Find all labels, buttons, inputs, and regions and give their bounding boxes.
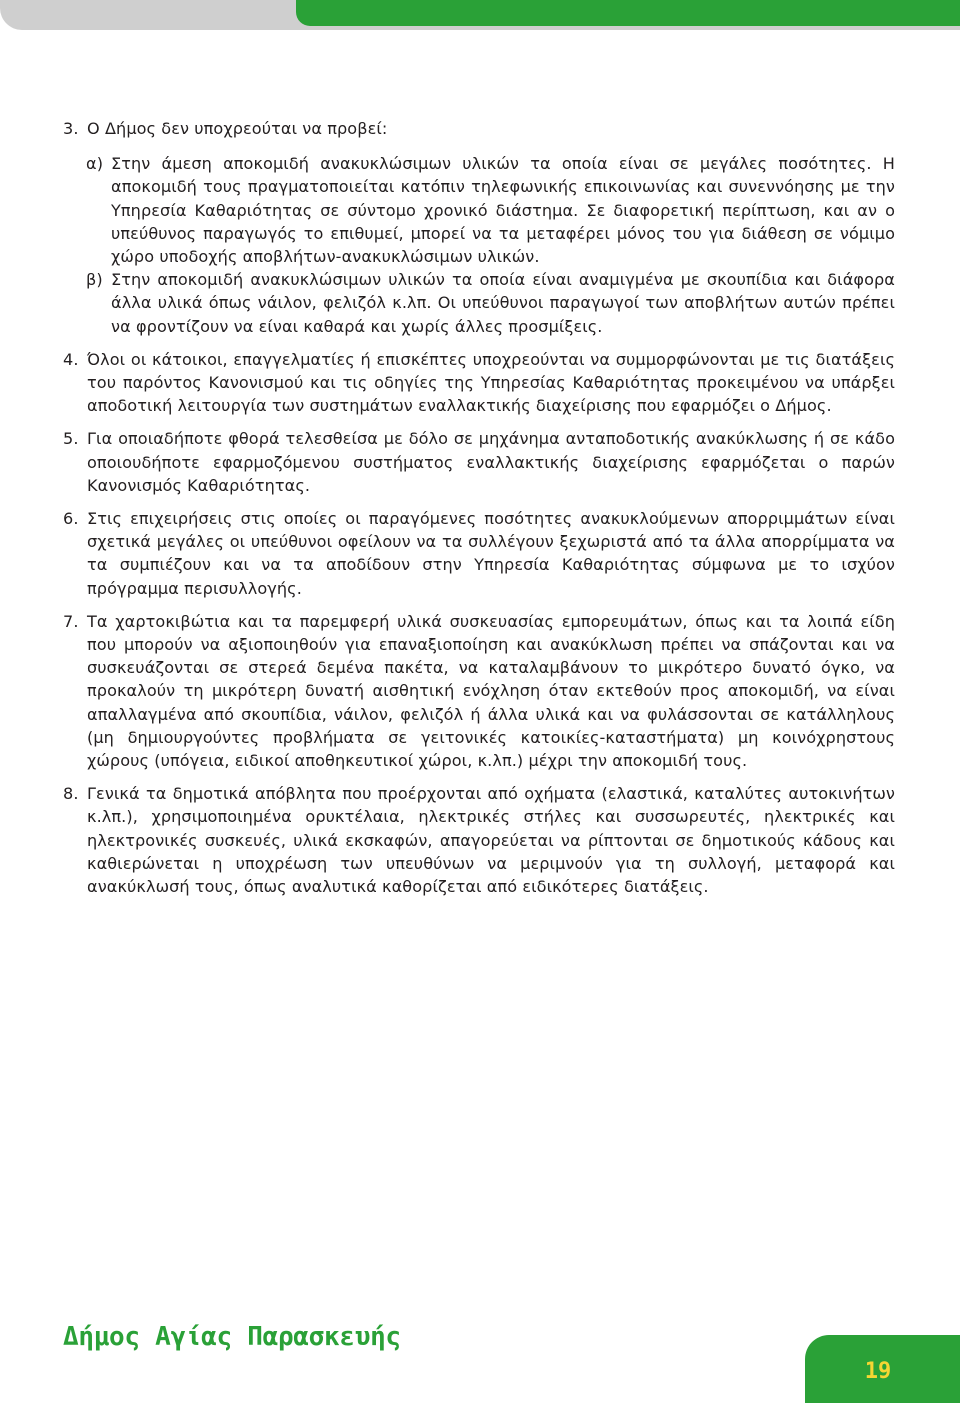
list-item-3: [63, 117, 895, 140]
page-number: 19: [864, 1359, 892, 1384]
item-number: 4.: [63, 349, 79, 369]
sub-item-text: Στην αποκομιδή ανακυκλώσιμων υλικών τα οποία είναι αναμιγμένα με σκουπίδια και διάφορα άλλα υλικά όπως νάιλον, φελιζόλ κ.λπ. Οι υπεύθυνοι παραγωγοί των αποβλήτων αυτών πρέπει να φροντίζουν να είναι καθαρά και χωρίς άλλες προσμίξεις.: [111, 270, 895, 336]
item-number: 8.: [63, 784, 79, 804]
sub-item-label: α): [86, 154, 104, 174]
item-text: Όλοι οι κάτοικοι, επαγγελματίες ή επισκέπτες υποχρεούνται να συμμορφώνονται με τις διατάξεις του παρόντος Κανονισμού και τις οδηγίες της Υπηρεσίας Καθαριότητας προκειμένου να υπάρξει αποδοτική λειτουργία των συστημάτων εναλλακτικής διαχείρισης που εφαρμόζει ο Δήμος.: [87, 349, 895, 416]
item-number: 5.: [63, 429, 79, 449]
list-item-8: [63, 782, 895, 898]
list-item-6: [63, 507, 895, 600]
list-item-7: [63, 610, 895, 772]
sub-item-label: β): [86, 270, 103, 290]
item-text: Για οποιαδήποτε φθορά τελεσθείσα με δόλο σε μηχάνημα ανταποδοτικής ανακύκλωσης ή σε κάδο οποιουδήποτε εφαρμοζόμενου συστήματος εναλλακτικής διαχείρισης εφαρμόζεται ο παρών Κανονισμός Καθαριότητας.: [87, 429, 895, 495]
sub-item-a: [63, 152, 895, 268]
item-number: 3.: [63, 119, 79, 138]
item-text: Γενικά τα δημοτικά απόβλητα που προέρχονται από οχήματα (ελαστικά, καταλύτες αυτοκινήτων κ.λπ.), χρησιμοποιημένα ορυκτέλαια, ηλεκτρικές στήλες και συσσωρευτές, ηλεκτρικές και ηλεκτρονικές συσκευές, υλικά εκσκαφών, απαγορεύεται να ρίπτονται σε δημοτικούς κάδους και καθιερώνεται η υποχρέωση των υπευθύνων να μεριμνούν για τη συλλογή, μεταφορά και ανακύκλωσή τους, όπως αναλυτικά καθορίζεται από ειδικότερες διατάξεις.: [87, 784, 895, 897]
document-body: [63, 117, 895, 898]
header-green-band: [296, 0, 960, 26]
item-text: Ο Δήμος δεν υποχρεούται να προβεί:: [87, 119, 388, 138]
header-decoration-bar: [0, 0, 960, 31]
sub-item-b: [63, 268, 895, 338]
list-item-5: [63, 427, 895, 497]
item-text: Στις επιχειρήσεις στις οποίες οι παραγόμενες ποσότητες ανακυκλούμενων απορριμμάτων είναι σχετικά μεγάλες οι υπεύθυνοι οφείλουν να τα συλλέγουν ξεχωριστά από τα άλλα απορρίμματα να τα συμπιέζουν και να τα αποδίδουν στην Υπηρεσία Καθαριότητας σύμφωνα με το ισχύον πρόγραμμα περισυλλογής.: [87, 509, 895, 598]
footer-municipality-title: Δήμος Αγίας Παρασκευής: [63, 1322, 401, 1352]
item-number: 6.: [63, 509, 79, 529]
sub-item-text: Στην άμεση αποκομιδή ανακυκλώσιμων υλικών τα οποία είναι σε μεγάλες ποσότητες. Η αποκομιδή τους πραγματοποιείται κατόπιν τηλεφωνικής επικοινωνίας και συνεννόησης με την Υπηρεσία Καθαριότητας σε σύντομο χρονικό διάστημα. Σε διαφορετική περίπτωση, και αν ο υπεύθυνος παραγωγός το επιθυμεί, μπορεί να τα μεταφέρει μόνος του για διάθεση σε νόμιμο χώρο υποδοχής αποβλήτων-ανακυκλώσιμων υλικών.: [111, 154, 895, 267]
item-number: 7.: [63, 611, 79, 631]
list-item-4: [63, 348, 895, 418]
item-text: Τα χαρτοκιβώτια και τα παρεμφερή υλικά συσκευασίας εμπορευμάτων, όπως και τα λοιπά είδη που μπορούν να αξιοποιηθούν για επαναξιοποίηση και ανακύκλωση πρέπει να σπάζονται και να συσκευάζονται σε στερεά δεμένα πακέτα, να καταλαμβάνουν το μικρότερο δυνατό όγκο, να προκαλούν τη μικρότερη δυνατή αισθητική ενόχληση όταν εκτεθούν προς αποκομιδή, να είναι απαλλαγμένα από σκουπίδια, νάιλον, φελιζόλ ή άλλα υλικά και να φυλάσσονται σε κατάλληλους (μη δημιουργούντες προβλήματα σε γειτονικές κατοικίες-καταστήματα) μη κοινόχρηστους χώρους (υπόγεια, ειδικοί αποθηκευτικοί χώροι, κ.λπ.) μέχρι την αποκομιδή τους.: [87, 611, 895, 771]
